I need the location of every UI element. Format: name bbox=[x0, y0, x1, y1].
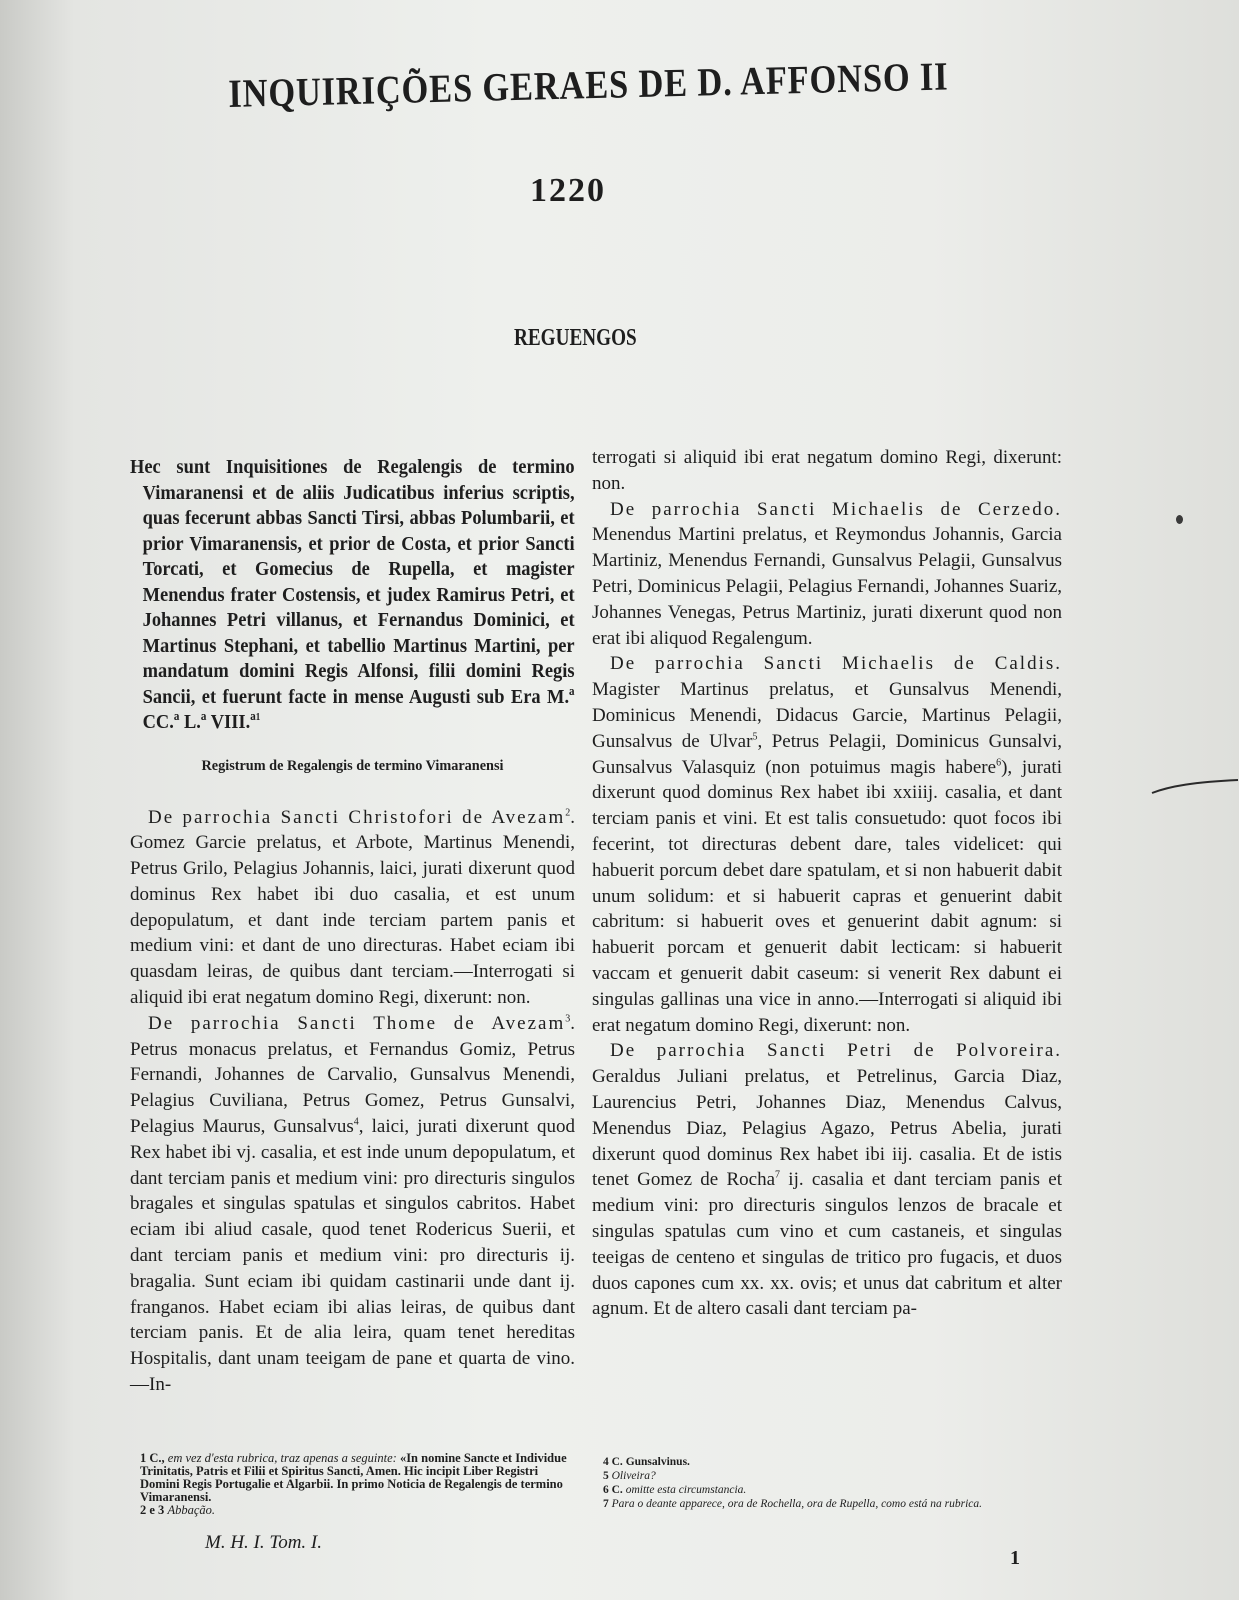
paragraph-text: . Petrus monacus prelatus, et Fernandus Gomiz, Petrus Fernandi, Johannes de Carvalio, Gunsalvus Menendi, Pelagius Cuviliana, Petrus Gomez, Petrus Gunsalvi, Pelagius Maurus, Gunsalvus bbox=[130, 1012, 575, 1138]
footnotes-left bbox=[140, 1452, 580, 1517]
paragraph-text: Magister Martinus prelatus, et Gunsalvus Menendi, Dominicus Menendi, Didacus Garcie, Martinus Pelagii, Gunsalvus de Ulvar bbox=[592, 679, 1062, 752]
footnote-text: «In nomine Sancte et Individue Trinitatis, Patris et Filii et Spiritus Sancti, Amen. Hic incipit Liber Registri Domini Regis Portugalie et Algarbii. In primo Noticia de Regalengis de termino Vimaranensi. bbox=[140, 1451, 567, 1504]
paragraph bbox=[130, 805, 575, 1011]
footnote-mark: 4 C. bbox=[603, 1456, 623, 1468]
paragraph-text: ), jurati dixerunt quod dominus Rex habet ibi xxiiij. casalia, et dant terciam panis et vini. Et est talis consuetudo: quot focos ibi fecerint, tot directuras debent dare, tales videlicet: qui habuerit porcum debet dare spatulam, et si non habuerit dabit unum solidum: et si habuerit capras et genuerint dabit cabritum: si habuerit oves et genuerint dabit agnum: si habuerit porcam et genuerit dabit lecticam: si habuerit vaccam et genuerit dabit caseum: si venerit Rex dabunt ei singulas gallinas una vice in anno.—Interrogati si aliquid ibi erat negatum domino Regi, dixerunt: non. bbox=[592, 756, 1062, 1036]
paragraph bbox=[592, 651, 1062, 1038]
paragraph bbox=[130, 1011, 575, 1398]
footnote bbox=[140, 1504, 580, 1517]
parish-lead: De parrochia Sancti Michaelis de Caldis. bbox=[610, 653, 1062, 675]
paragraph-text: Geraldus Juliani prelatus, et Petrelinus, Garcia Diaz, Laurencius Petri, Johannes Diaz, Menendus Calvus, Menendus Diaz, Pelagius Agazo, Petrus Abelia, jurati dixerunt quod dominus Rex habet ibi iij. casalia. Et de istis tenet Gomez de Rocha bbox=[592, 1066, 1062, 1191]
left-body bbox=[130, 805, 575, 1398]
right-column bbox=[592, 445, 1062, 1322]
paragraph-text: . Gomez Garcie prelatus, et Arbote, Martinus Menendi, Petrus Grilo, Pelagius Johannis, laici, jurati dixerunt quod dominus Rex habet ibi duo casalia, et est unum depopulatum, et dant inde terciam partem panis et medium vini: et dant de uno directuras. Habet eciam ibi quasdam leiras, de quibus dant terciam.—Interrogati si aliquid ibi erat negatum domino Regi, dixerunt: non. bbox=[130, 806, 575, 1009]
page-number: 1 bbox=[1010, 1547, 1020, 1569]
paragraph-text: , Petrus Pelagii, Dominicus Gunsalvi, Gunsalvus Valasquiz (non potuimus magis habere bbox=[592, 730, 1062, 778]
paragraph bbox=[592, 1038, 1062, 1322]
footnote-ref: 6 bbox=[996, 757, 1002, 769]
footnote bbox=[603, 1483, 1073, 1497]
footnote bbox=[140, 1452, 580, 1504]
pen-stroke-mark bbox=[1150, 778, 1239, 798]
subheading: Registrum de Regalengis de termino Vimaranensi bbox=[201, 757, 504, 774]
left-column bbox=[130, 455, 575, 1398]
footnote-text: Oliveira? bbox=[611, 1470, 656, 1482]
parish-lead: De parrochia Sancti Thome de Avezam bbox=[148, 1012, 566, 1034]
footnote-ref: 5 bbox=[752, 731, 758, 743]
footnotes-right bbox=[603, 1455, 1073, 1511]
section-heading: REGUENGOS bbox=[514, 325, 637, 351]
right-body bbox=[592, 445, 1062, 1322]
footnote-ref: 3 bbox=[565, 1013, 571, 1025]
footnote bbox=[603, 1497, 1073, 1511]
footnote bbox=[603, 1469, 1073, 1483]
volume-reference: M. H. I. Tom. I. bbox=[205, 1532, 322, 1553]
page-title: INQUIRIÇÕES GERAES DE D. AFFONSO II bbox=[228, 53, 949, 116]
footnote-mark: 1 C., bbox=[140, 1451, 165, 1465]
footnote-italic: em vez d'esta rubrica, traz apenas a seguinte: bbox=[167, 1451, 397, 1465]
paragraph bbox=[592, 445, 1062, 497]
ink-spot bbox=[1176, 515, 1183, 524]
paragraph-text: Menendus Martini prelatus, et Reymondus Johannis, Garcia Martiniz, Menendus Fernandi, Gunsalvus Pelagii, Gunsalvus Petri, Dominicus Pelagii, Pelagius Fernandi, Johannes Suariz, Johannes Venegas, Petrus Martiniz, jurati dixerunt quod non erat ibi aliquod Regalengum. bbox=[592, 524, 1062, 649]
parish-lead: De parrochia Sancti Christofori de Avezam bbox=[148, 806, 566, 828]
footnote bbox=[603, 1455, 1073, 1469]
footnote-text: Abbação. bbox=[167, 1503, 215, 1517]
intro-text: Hec sunt Inquisitiones de Regalengis de termino Vimaranensi et de aliis Judicatibus inferius scriptis, quas fecerunt abbas Sancti Tirsi, abbas Polumbarii, et prior Vimaranensis, et prior de Costa, et prior Sancti Torcati, et Gomecius de Rupella, et magister Menendus frater Costensis, et judex Ramirus Petri, et Johannes Petri villanus, et Fernandus Dominici, et Martinus Stephani, et tabellio Martinus Martini, per mandatum domini Regis Alfonsi, filii domini Regis Sancii, et fuerunt facte in mense Augusti sub Era M.ª CC.ª L.ª VIII.ª bbox=[130, 456, 575, 733]
paragraph-text: , laici, jurati dixerunt quod Rex habet ibi vj. casalia, et est inde unum depopulatum, et dant terciam panis et medium vini: pro directuris singulos bragales et singulas spatulas et singulos cabritos. Habet eciam ibi aliud casale, quod tenet Rodericus Suerii, et dant terciam panis et medium vini: pro directuris ij. bragalia. Sunt eciam ibi quidam castinarii unde dant ij. franganos. Habet eciam ibi alias leiras, de quibus dant terciam panis. Et de alia leira, quam tenet hereditas Hospitalis, dant unam teeigam de pane et quarta de vino.—In- bbox=[130, 1116, 575, 1396]
intro-paragraph bbox=[130, 455, 575, 736]
year-heading: 1220 bbox=[530, 172, 606, 209]
footnote-ref: 2 bbox=[565, 807, 571, 819]
footnote-ref: 7 bbox=[775, 1169, 781, 1181]
footnote-mark: 5 bbox=[603, 1470, 609, 1482]
parish-lead: De parrochia Sancti Petri de Polvoreira. bbox=[610, 1040, 1062, 1062]
footnote-text: Para o deante apparece, ora de Rochella, ora de Rupella, como está na rubrica. bbox=[611, 1498, 983, 1510]
footnote-text: omitte esta circumstancia. bbox=[625, 1484, 747, 1496]
parish-lead: De parrochia Sancti Michaelis de Cerzedo. bbox=[610, 498, 1062, 520]
paragraph-text: ij. casalia et dant terciam panis et medium vini: pro directuris singulos lenzos de bracale et singulas spatulas cum vino et cum castaneis, et singulas teeigas de centeno et singulas de tritico pro fugacis, et duos duos capones cum xx. xx. ovis; et unus dat cabritum et alter agnum. Et de altero casali dant terciam pa- bbox=[592, 1169, 1062, 1320]
paragraph-text: terrogati si aliquid ibi erat negatum domino Regi, dixerunt: non. bbox=[592, 447, 1062, 494]
footnote-mark: 7 bbox=[603, 1498, 609, 1510]
footnote-mark: 2 e 3 bbox=[140, 1503, 165, 1517]
footnote-ref: 4 bbox=[353, 1116, 359, 1128]
footnote-ref: 1 bbox=[255, 712, 261, 724]
footnote-mark: 6 C. bbox=[603, 1484, 623, 1496]
footnote-text: Gunsalvinus. bbox=[625, 1456, 690, 1468]
paragraph bbox=[592, 497, 1062, 652]
